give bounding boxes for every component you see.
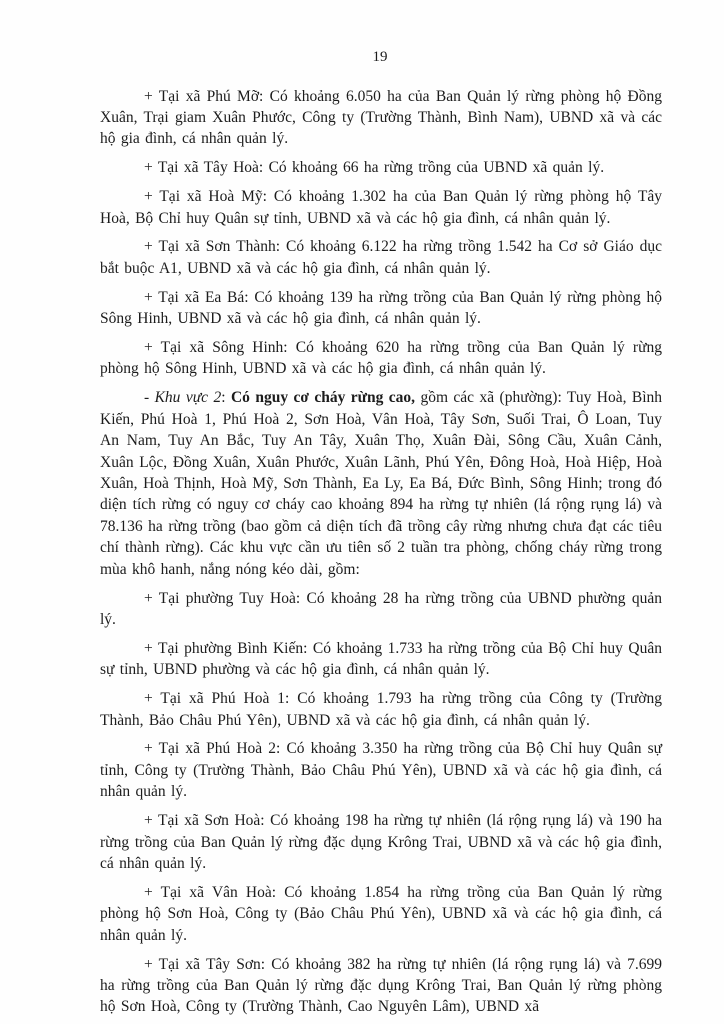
text-run: gồm các xã (phường): Tuy Hoà, Bình Kiến, Phú Hoà 1, Phú Hoà 2, Sơn Hoà, Vân Hoà, Tây Sơn, Suối Trai, Ô Loan, Tuy An Nam, Tuy An Bắc, Tuy An Tây, Xuân Thọ, Xuân Đài, Sông Cầu, Xuân Cảnh, Xuân Lộc, Đồng Xuân, Xuân Phước, Xuân Lãnh, Phú Yên, Đông Hoà, Hoà Hiệp, Hoà Xuân, Hoà Thịnh, Hoà Mỹ, Sơn Thành, Ea Ly, Ea Bá, Đức Bình, Sông Hinh; trong đó diện tích rừng có nguy cơ cháy cao khoảng 894 ha rừng tự nhiên (lá rộng rụng lá) và 78.136 ha rừng trồng (bao gồm cả diện tích đã trồng cây rừng nhưng chưa đạt các tiêu chí thành rừng). Các khu vực cần ưu tiên số 2 tuần tra phòng, chống cháy rừng trong mùa khô hanh, nắng nóng kéo dài, gồm: — [100, 389, 663, 578]
page-number: 19 — [372, 49, 388, 65]
paragraph — [100, 954, 662, 1018]
paragraph — [100, 387, 662, 580]
text-run: + Tại xã Phú Mỡ: Có khoảng 6.050 ha của Ban Quản lý rừng phòng hộ Đồng Xuân, Trại giam Xuân Phước, Công ty (Trường Thành, Bình Nam), UBND xã và các hộ gia đình, cá nhân quản lý. — [100, 87, 662, 148]
paragraph — [100, 186, 662, 229]
paragraph — [100, 688, 662, 731]
italic-run: - Khu vực 2 — [144, 389, 222, 407]
text-run: + Tại xã Ea Bá: Có khoảng 139 ha rừng trồng của Ban Quản lý rừng phòng hộ Sông Hinh, UBND xã và các hộ gia đình, cá nhân quản lý. — [100, 288, 662, 328]
text-run: : — [221, 389, 231, 407]
text-run: + Tại xã Hoà Mỹ: Có khoảng 1.302 ha của Ban Quản lý rừng phòng hộ Tây Hoà, Bộ Chỉ huy Quân sự tỉnh, UBND xã và các hộ gia đình, cá nhân quản lý. — [100, 188, 662, 227]
paragraph — [100, 588, 662, 631]
bold-run: Có nguy cơ cháy rừng cao, — [230, 389, 416, 407]
paragraph — [100, 882, 662, 946]
paragraph — [100, 638, 662, 681]
text-run: + Tại xã Phú Hoà 1: Có khoảng 1.793 ha rừng trồng của Công ty (Trường Thành, Bảo Châu Phú Yên), UBND xã và các hộ gia đình, cá nhân quản lý. — [100, 690, 662, 729]
text-run: + Tại xã Tây Sơn: Có khoảng 382 ha rừng tự nhiên (lá rộng rụng lá) và 7.699 ha rừng trồng của Ban Quản lý rừng đặc dụng Krông Trai, Ban Quản lý rừng phòng hộ Sơn Hoà, Công ty (Trường Thành, Cao Nguyên Lâm), UBND xã — [100, 955, 662, 1016]
paragraph — [100, 810, 662, 874]
text-run: + Tại phường Tuy Hoà: Có khoảng 28 ha rừng trồng của UBND phường quản lý. — [100, 589, 662, 628]
text-run: + Tại xã Sông Hinh: Có khoảng 620 ha rừng trồng của Ban Quản lý rừng phòng hộ Sông Hinh, UBND xã và các hộ gia đình, cá nhân quản lý. — [100, 339, 662, 378]
text-run: + Tại xã Vân Hoà: Có khoảng 1.854 ha rừng trồng của Ban Quản lý rừng phòng hộ Sơn Hoà, Công ty (Bảo Châu Phú Yên), UBND xã và các hộ gia đình, cá nhân quản lý. — [100, 883, 662, 944]
text-run: + Tại phường Bình Kiến: Có khoảng 1.733 ha rừng trồng của Bộ Chỉ huy Quân sự tỉnh, UBND phường và các hộ gia đình, cá nhân quản lý. — [100, 639, 662, 679]
paragraph — [100, 287, 662, 330]
text-run: + Tại xã Sơn Hoà: Có khoảng 198 ha rừng tự nhiên (lá rộng rụng lá) và 190 ha rừng trồng của Ban Quản lý rừng đặc dụng Krông Trai, UBND xã và các hộ gia đình, cá nhân quản lý. — [100, 812, 662, 872]
page-body — [100, 78, 662, 1018]
text-run: + Tại xã Tây Hoà: Có khoảng 66 ha rừng trồng của UBND xã quản lý. — [144, 159, 605, 177]
paragraph — [100, 236, 662, 279]
paragraph — [100, 86, 662, 150]
text-run: + Tại xã Sơn Thành: Có khoảng 6.122 ha rừng trồng 1.542 ha Cơ sở Giáo dục bắt buộc A1, UBND xã và các hộ gia đình, cá nhân quản lý. — [100, 238, 662, 277]
text-run: + Tại xã Phú Hoà 2: Có khoảng 3.350 ha rừng trồng của Bộ Chỉ huy Quân sự tỉnh, Công ty (Trường Thành, Bảo Châu Phú Yên), UBND xã và các hộ gia đình, cá nhân quản lý. — [100, 740, 662, 801]
paragraph — [100, 157, 662, 178]
paragraph — [100, 738, 662, 802]
paragraph — [100, 337, 662, 380]
